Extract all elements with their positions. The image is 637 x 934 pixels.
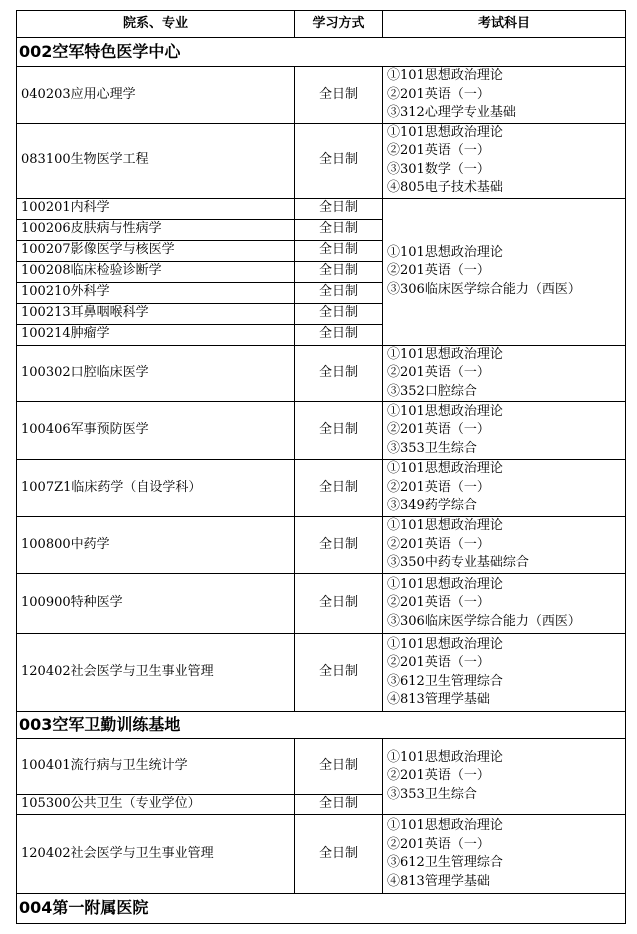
subject-line: ②201英语（一）	[387, 143, 490, 158]
subjects-cell	[383, 123, 626, 198]
major-cell: 040203应用心理学	[17, 67, 295, 124]
subject-line: ①101思想政治理论	[387, 518, 503, 534]
subject-line: ③306临床医学综合能力（西医）	[387, 613, 581, 629]
major-cell: 100406军事预防医学	[17, 402, 295, 460]
subject-line: ④813管理学基础	[387, 692, 490, 707]
table-row	[17, 402, 626, 460]
mode-cell: 全日制	[295, 261, 383, 282]
section-row	[17, 38, 626, 67]
subject-line: ③352口腔综合	[387, 383, 477, 399]
subject-line: ②201英语（一）	[387, 422, 490, 438]
mode-cell: 全日制	[295, 324, 383, 345]
subject-line: ①101思想政治理论	[387, 636, 503, 652]
subject-line: ③349药学综合	[387, 498, 477, 514]
subject-line: ③350中药专业基础综合	[387, 555, 529, 571]
major-cell: 100210外科学	[17, 282, 295, 303]
subject-line: ②201英语（一）	[387, 655, 490, 670]
section-row	[17, 712, 626, 739]
section-title: 003空军卫勤训练基地	[17, 712, 626, 739]
mode-cell: 全日制	[295, 67, 383, 124]
subject-line: ①101思想政治理论	[387, 244, 503, 260]
subjects-cell	[383, 574, 626, 634]
major-cell: 100208临床检验诊断学	[17, 261, 295, 282]
mode-cell: 全日制	[295, 282, 383, 303]
subject-line: ①101思想政治理论	[387, 749, 503, 765]
major-cell: 120402社会医学与卫生事业管理	[17, 634, 295, 712]
header-mode: 学习方式	[295, 11, 383, 38]
subject-line: ①101思想政治理论	[387, 124, 503, 140]
subject-line: ④813管理学基础	[387, 873, 490, 889]
table-row	[17, 739, 626, 795]
subjects-cell-shared	[383, 739, 626, 815]
subject-line: ③353卫生综合	[387, 440, 477, 456]
subjects-cell	[383, 460, 626, 517]
admissions-table	[16, 10, 626, 924]
table-row	[17, 198, 626, 219]
major-cell: 105300公共卫生（专业学位）	[17, 795, 295, 815]
table-row	[17, 634, 626, 712]
major-cell: 100201内科学	[17, 198, 295, 219]
mode-cell: 全日制	[295, 517, 383, 574]
table-row	[17, 574, 626, 634]
section-title: 002空军特色医学中心	[17, 38, 626, 67]
subject-line: ②201英语（一）	[387, 836, 490, 852]
subject-line: ②201英语（一）	[387, 595, 490, 611]
subjects-cell	[383, 67, 626, 124]
subjects-cell	[383, 634, 626, 712]
mode-cell: 全日制	[295, 402, 383, 460]
mode-cell: 全日制	[295, 303, 383, 324]
major-cell: 100302口腔临床医学	[17, 345, 295, 402]
mode-cell: 全日制	[295, 123, 383, 198]
subject-line: ③353卫生综合	[387, 786, 477, 802]
mode-cell: 全日制	[295, 634, 383, 712]
subject-line: ③301数学（一）	[387, 161, 490, 177]
subjects-cell	[383, 402, 626, 460]
table-row	[17, 123, 626, 198]
major-cell: 100401流行病与卫生统计学	[17, 739, 295, 795]
subject-line: ②201英语（一）	[387, 479, 490, 495]
mode-cell: 全日制	[295, 219, 383, 240]
header-subjects: 考试科目	[383, 11, 626, 38]
major-cell: 100213耳鼻咽喉科学	[17, 303, 295, 324]
major-cell: 100206皮肤病与性病学	[17, 219, 295, 240]
subject-line: ②201英语（一）	[387, 536, 490, 552]
subject-line: ②201英语（一）	[387, 86, 490, 102]
major-cell: 100800中药学	[17, 517, 295, 574]
section-title: 004第一附属医院	[17, 894, 626, 924]
mode-cell: 全日制	[295, 460, 383, 517]
subject-line: ②201英语（一）	[387, 768, 490, 784]
header-dept: 院系、专业	[17, 11, 295, 38]
subject-line: ③306临床医学综合能力（西医）	[387, 281, 581, 297]
mode-cell: 全日制	[295, 574, 383, 634]
subjects-cell	[383, 345, 626, 402]
header-row	[17, 11, 626, 38]
major-cell: 120402社会医学与卫生事业管理	[17, 815, 295, 894]
table-row	[17, 460, 626, 517]
subject-line: ②201英语（一）	[387, 365, 490, 380]
major-cell: 100214肿瘤学	[17, 324, 295, 345]
subject-line: ③312心理学专业基础	[387, 105, 516, 120]
mode-cell: 全日制	[295, 345, 383, 402]
mode-cell: 全日制	[295, 815, 383, 894]
table-row	[17, 815, 626, 894]
subject-line: ①101思想政治理论	[387, 461, 503, 477]
subjects-cell-shared	[383, 198, 626, 345]
subject-line: ①101思想政治理论	[387, 818, 503, 833]
subject-line: ①101思想政治理论	[387, 68, 503, 83]
mode-cell: 全日制	[295, 240, 383, 261]
subject-line: ③612卫生管理综合	[387, 855, 503, 870]
mode-cell: 全日制	[295, 739, 383, 795]
major-cell: 100207影像医学与核医学	[17, 240, 295, 261]
subject-line: ②201英语（一）	[387, 263, 490, 279]
subjects-cell	[383, 815, 626, 894]
subjects-cell	[383, 517, 626, 574]
major-cell: 083100生物医学工程	[17, 123, 295, 198]
subject-line: ①101思想政治理论	[387, 403, 503, 419]
mode-cell: 全日制	[295, 795, 383, 815]
mode-cell: 全日制	[295, 198, 383, 219]
subject-line: ①101思想政治理论	[387, 576, 503, 592]
major-cell: 100900特种医学	[17, 574, 295, 634]
subject-line: ④805电子技术基础	[387, 180, 503, 195]
table-row	[17, 517, 626, 574]
table-row	[17, 345, 626, 402]
section-row	[17, 894, 626, 924]
table-row	[17, 67, 626, 124]
major-cell: 1007Z1临床药学（自设学科）	[17, 460, 295, 517]
subject-line: ③612卫生管理综合	[387, 673, 503, 689]
subject-line: ①101思想政治理论	[387, 346, 503, 362]
